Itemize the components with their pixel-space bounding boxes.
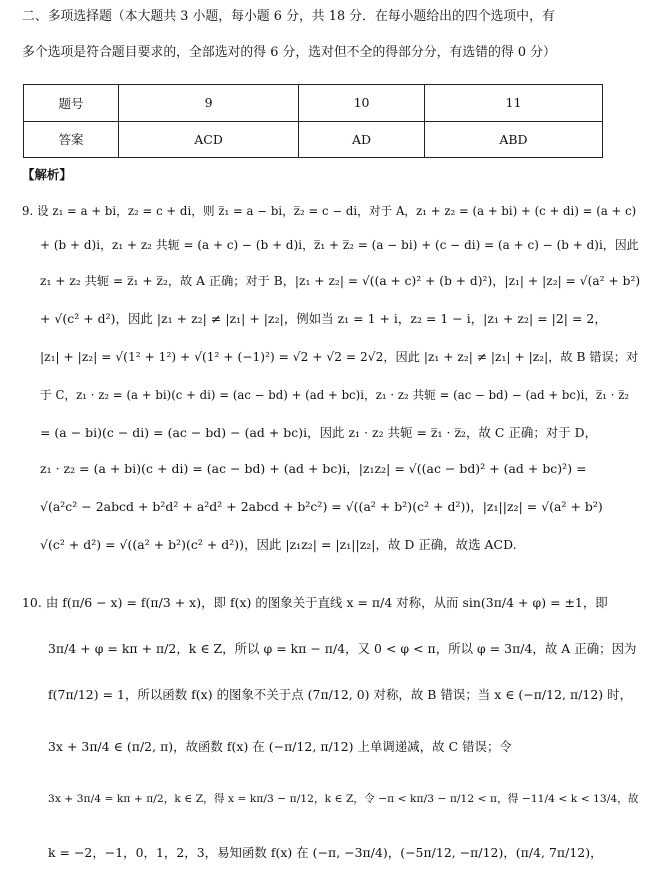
q9-line: |z₁| + |z₂| = √(1² + 1²) + √(1² + (−1)²) = √2 + √2 = 2√2，因此 |z₁ + z₂| ≠ |z₁| + |z₂|，故 B 错误；对 <box>40 350 639 364</box>
question-number-cell: 11 <box>424 85 602 122</box>
q10-line: 3x + 3π/4 ∈ (π/2, π)，故函数 f(x) 在 (−π/12, π/12) 上单调递减，故 C 错误；令 <box>48 739 512 754</box>
q9-line: z₁ + z₂ 共轭 = z̅₁ + z̅₂，故 A 正确；对于 B，|z₁ + z₂| = √((a + c)² + (b + d)²)，|z₁| + |z₂| = √(a² + b²) <box>40 274 641 288</box>
q9-line: z₁ · z₂ = (a + bi)(c + di) = (ac − bd) + (ad + bc)i，|z₁z₂| = √((ac − bd)² + (ad + bc)²) = <box>40 461 587 476</box>
answer-cell: AD <box>299 121 425 158</box>
q10-line: k = −2，−1，0，1，2，3，易知函数 f(x) 在 (−π, −3π/4)，(−5π/12, −π/12)，(π/4, 7π/12)， <box>48 845 603 860</box>
q9-line: = (a − bi)(c − di) = (ac − bd) − (ad + bc)i，因此 z₁ · z₂ 共轭 = z̅₁ · z̅₂，故 C 正确；对于 D， <box>40 425 598 440</box>
section-title-line-1: 二、多项选择题（本大题共 3 小题，每小题 6 分，共 18 分．在每小题给出的四个选项中，有 <box>22 9 555 24</box>
q10-line: 3π/4 + φ = kπ + π/2，k ∈ Z，所以 φ = kπ − π/4，又 0 < φ < π，所以 φ = 3π/4，故 A 正确；因为 <box>48 641 637 656</box>
answer-cell: ABD <box>424 121 602 158</box>
analysis-label: 【解析】 <box>22 167 72 182</box>
answer-label-cell: 答案 <box>24 121 119 158</box>
q10-line: 3x + 3π/4 = kπ + π/2，k ∈ Z，得 x = kπ/3 − π/12，k ∈ Z，令 −π < kπ/3 − π/12 < π，得 −11/4 < k < 13/4，故 <box>48 792 639 805</box>
q9-line: √(c² + d²) = √((a² + b²)(c² + d²))，因此 |z₁z₂| = |z₁||z₂|，故 D 正确，故选 ACD. <box>40 537 517 552</box>
q9-line: 于 C，z₁ · z₂ = (a + bi)(c + di) = (ac − bd) + (ad + bc)i，z₁ · z₂ 共轭 = (ac − bd) − (ad + bc)i，z̅₁ · z̅₂ <box>40 388 630 402</box>
q9-line: + √(c² + d²)，因此 |z₁ + z₂| ≠ |z₁| + |z₂|，例如当 z₁ = 1 + i，z₂ = 1 − i，|z₁ + z₂| = |2| = 2， <box>40 311 607 326</box>
q10-line: 10. 由 f(π/6 − x) = f(π/3 + x)，即 f(x) 的图象关于直线 x = π/4 对称，从而 sin(3π/4 + φ) = ±1，即 <box>22 595 608 610</box>
header-label-cell: 题号 <box>24 85 119 122</box>
q9-line: + (b + d)i，z₁ + z₂ 共轭 = (a + c) − (b + d)i，z̅₁ + z̅₂ = (a − bi) + (c − di) = (a + c) − (b + d)i，因此 <box>40 238 639 252</box>
answer-table <box>23 84 603 158</box>
q10-line: f(7π/12) = 1，所以函数 f(x) 的图象不关于点 (7π/12, 0) 对称，故 B 错误；当 x ∈ (−π/12, π/12) 时， <box>48 687 633 702</box>
answer-table-header-row <box>24 85 603 122</box>
answer-table-answer-row <box>24 121 603 158</box>
q9-line: 9. 设 z₁ = a + bi，z₂ = c + di，则 z̅₁ = a − bi，z̅₂ = c − di，对于 A，z₁ + z₂ = (a + bi) + (c + di) = (a + c) <box>22 204 637 218</box>
section-title-line-2: 多个选项是符合题目要求的，全部选对的得 6 分，选对但不全的得部分分，有选错的得 0 分） <box>22 45 556 60</box>
question-number-cell: 10 <box>299 85 425 122</box>
question-number-cell: 9 <box>119 85 299 122</box>
answer-cell: ACD <box>119 121 299 158</box>
q9-line: √(a²c² − 2abcd + b²d² + a²d² + 2abcd + b²c²) = √((a² + b²)(c² + d²))，|z₁||z₂| = √(a² + b²) <box>40 499 603 514</box>
